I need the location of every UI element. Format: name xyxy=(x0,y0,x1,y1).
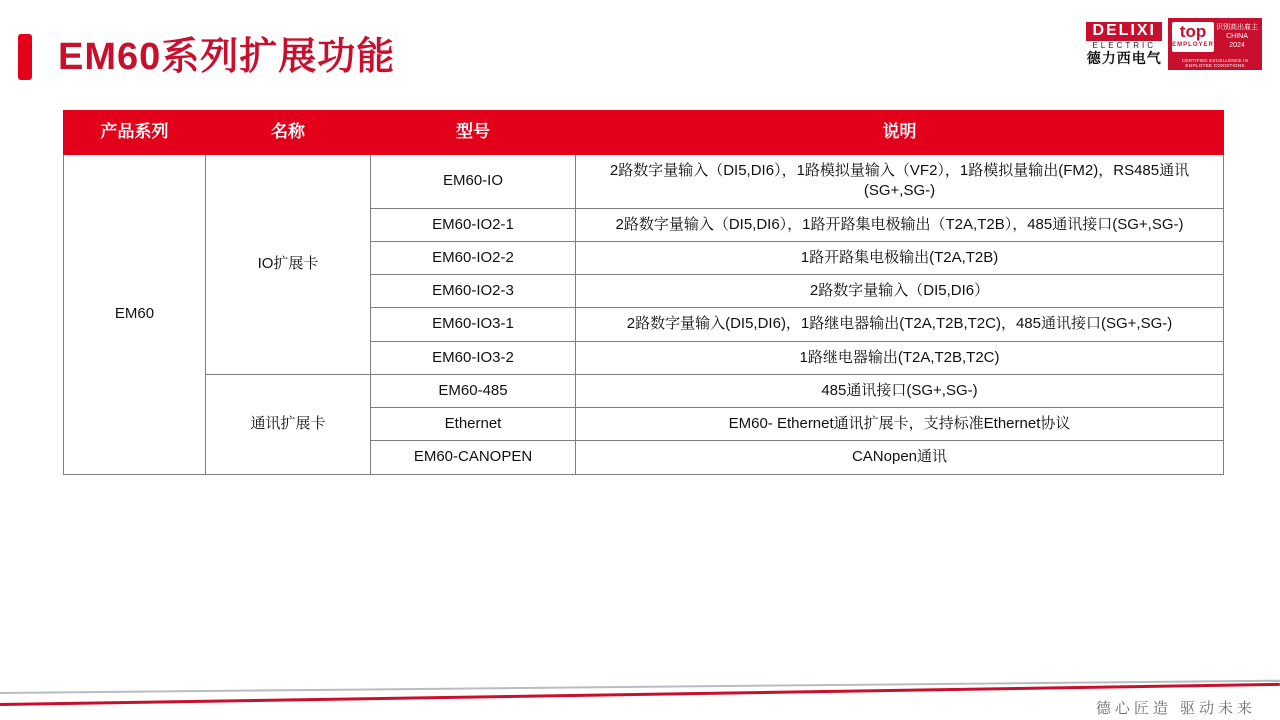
logo-area xyxy=(1086,18,1262,70)
top-employer-badge-text: top xyxy=(1179,22,1207,41)
page-title: EM60系列扩展功能 xyxy=(58,36,396,78)
slide-footer xyxy=(0,660,1280,720)
cell-description: 2路数字量输入(DI5,DI6)，1路继电器输出(T2A,T2B,T2C)，485通讯接口(SG+,SG-) xyxy=(576,308,1224,341)
top-employer-bottom: CERTIFIED EXCELLENCE IN EMPLOYEE CONDITIONS xyxy=(1181,58,1249,68)
cell-model: EM60-IO2-3 xyxy=(371,275,576,308)
cell-description: CANopen通讯 xyxy=(576,441,1224,474)
cell-description: 485通讯接口(SG+,SG-) xyxy=(576,374,1224,407)
cell-group-name-comm: 通讯扩展卡 xyxy=(206,374,371,474)
top-employer-badge xyxy=(1172,22,1214,52)
table-row xyxy=(64,155,1224,209)
cell-description: EM60- Ethernet通讯扩展卡，支持标准Ethernet协议 xyxy=(576,408,1224,441)
spec-table xyxy=(63,110,1224,475)
delixi-logo xyxy=(1086,22,1162,66)
top-employer-right-line3: 2024 xyxy=(1229,42,1245,49)
cell-description: 1路开路集电极输出(T2A,T2B) xyxy=(576,241,1224,274)
top-employer-right-line1: 识别高出雇主 xyxy=(1216,24,1258,31)
delixi-logo-cn: 德力西电气 xyxy=(1086,50,1162,67)
table-row xyxy=(64,374,1224,407)
table-header-model: 型号 xyxy=(371,111,576,155)
cell-group-name-io: IO扩展卡 xyxy=(206,155,371,375)
delixi-logo-sub: ELECTRIC xyxy=(1092,40,1156,50)
spec-table-wrapper xyxy=(63,110,1223,475)
cell-description: 2路数字量输入（DI5,DI6） xyxy=(576,275,1224,308)
spec-table-body xyxy=(64,155,1224,475)
cell-model: Ethernet xyxy=(371,408,576,441)
cell-product-series: EM60 xyxy=(64,155,206,475)
table-header-row xyxy=(64,111,1224,155)
top-employer-logo xyxy=(1168,18,1262,70)
cell-model: EM60-IO2-1 xyxy=(371,208,576,241)
top-employer-right-line2: CHINA xyxy=(1226,33,1248,40)
table-header-name: 名称 xyxy=(206,111,371,155)
cell-model: EM60-IO3-1 xyxy=(371,308,576,341)
cell-description: 2路数字量输入（DI5,DI6），1路模拟量输入（VF2），1路模拟量输出(FM2)，RS485通讯(SG+,SG-) xyxy=(576,155,1224,209)
cell-model: EM60-IO xyxy=(371,155,576,209)
cell-description: 2路数字量输入（DI5,DI6），1路开路集电极输出（T2A,T2B），485通讯接口(SG+,SG-) xyxy=(576,208,1224,241)
cell-model: EM60-IO2-2 xyxy=(371,241,576,274)
delixi-logo-main: DELIXI xyxy=(1086,22,1162,41)
top-employer-badge-sub: EMPLOYER xyxy=(1172,42,1214,48)
title-accent-bar xyxy=(18,34,32,80)
footer-slogan: 德心匠造 驱动未来 xyxy=(1095,700,1256,717)
table-header-series: 产品系列 xyxy=(64,111,206,155)
top-employer-right xyxy=(1215,23,1259,50)
cell-model: EM60-CANOPEN xyxy=(371,441,576,474)
table-header-desc: 说明 xyxy=(576,111,1224,155)
cell-description: 1路继电器输出(T2A,T2B,T2C) xyxy=(576,341,1224,374)
cell-model: EM60-485 xyxy=(371,374,576,407)
cell-model: EM60-IO3-2 xyxy=(371,341,576,374)
